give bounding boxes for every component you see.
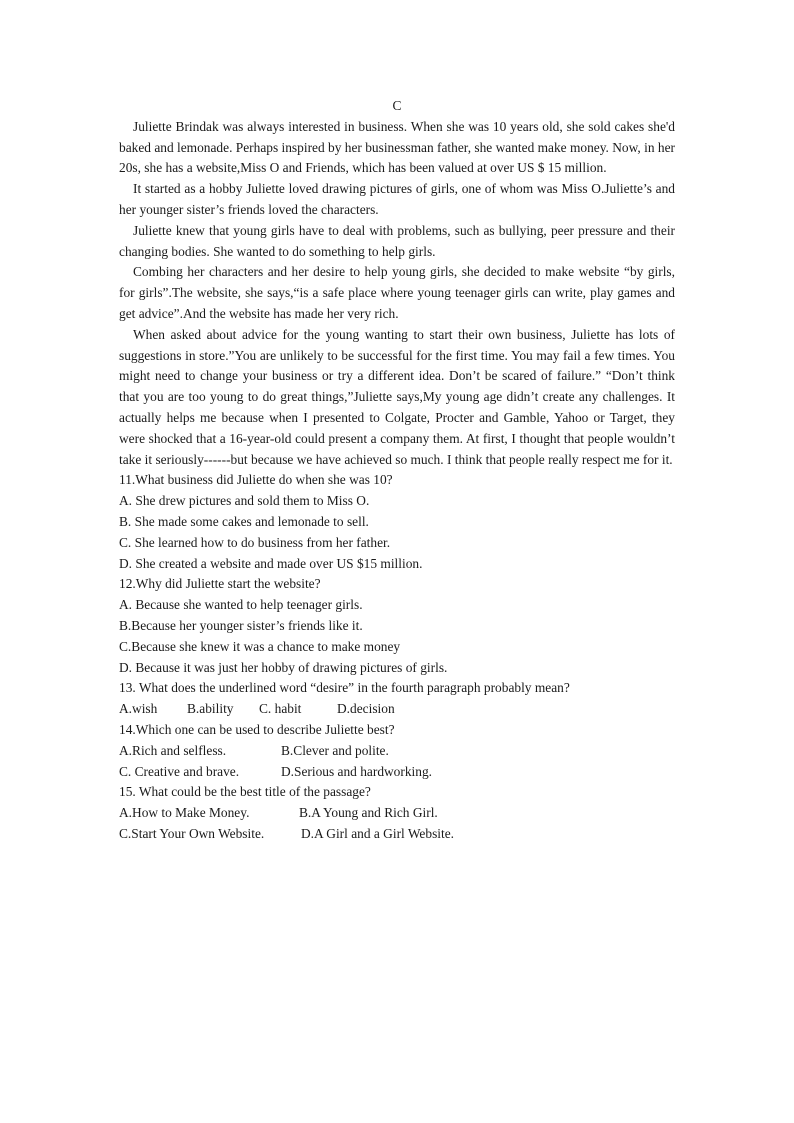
question-13-option-b: B.ability: [187, 701, 234, 717]
question-11-option-d: D. She created a website and made over US $15 million.: [119, 555, 423, 571]
question-13-options: [119, 699, 675, 720]
document-page: [119, 96, 675, 845]
question-12-stem: 12.Why did Juliette start the website?: [119, 576, 321, 592]
question-13-option-a: A.wish: [119, 701, 158, 717]
question-14-option-c: C. Creative and brave.: [119, 763, 240, 779]
question-15-option-c: C.Start Your Own Website.: [119, 825, 265, 841]
reading-passage: [119, 117, 675, 471]
question-15-options-row-1: [119, 803, 675, 824]
question-12-option-a: A. Because she wanted to help teenager girls.: [119, 597, 363, 613]
question-11-option-c: C. She learned how to do business from her father.: [119, 534, 391, 550]
question-15-option-b: B.A Young and Rich Girl.: [299, 805, 438, 821]
question-list: [119, 470, 675, 844]
passage-paragraph-2: It started as a hobby Juliette loved drawing pictures of girls, one of whom was Miss O.Juliette’s and her younger sister’s friends loved the characters.: [119, 181, 675, 217]
question-12-option-c: C.Because she knew it was a chance to make money: [119, 638, 401, 654]
passage-paragraph-4: Combing her characters and her desire to help young girls, she decided to make website “by girls, for girls”.The website, she says,“is a safe place where young teenager girls can write, play games and get advice”.And the website has made her very rich.: [119, 264, 675, 321]
question-12-option-b: B.Because her younger sister’s friends like it.: [119, 617, 363, 633]
question-15-option-a: A.How to Make Money.: [119, 805, 250, 821]
section-label: C: [392, 98, 402, 113]
question-13-option-d: D.decision: [337, 701, 395, 717]
question-11-option-b: B. She made some cakes and lemonade to sell.: [119, 513, 369, 529]
question-14-option-d: D.Serious and hardworking.: [281, 763, 432, 779]
question-11-option-a: A. She drew pictures and sold them to Miss O.: [119, 493, 370, 509]
passage-paragraph-5: When asked about advice for the young wanting to start their own business, Juliette has lots of suggestions in store.”You are unlikely to be successful for the first time. You may fail a few times. You might need to change your business or try a different idea. Don’t be scared of failure.” “Don’t think that you are too young to do great things,”Juliette says,My young age didn’t create any challenges. It actually helps me because when I presented to Colgate, Procter and Gamble, Yahoo or Target, they were shocked that a 16-year-old could present a company them. At first, I thought that people wouldn’t take it seriously------but because we have achieved so much. I think that people really respect me for it.: [119, 326, 675, 467]
question-14-options-row-2: [119, 762, 675, 783]
question-13-option-c: C. habit: [259, 701, 302, 717]
question-15-option-d: D.A Girl and a Girl Website.: [301, 825, 455, 841]
question-14-option-b: B.Clever and polite.: [281, 742, 389, 758]
question-15-stem: 15. What could be the best title of the passage?: [119, 784, 371, 800]
passage-paragraph-3: Juliette knew that young girls have to deal with problems, such as bullying, peer pressure and their changing bodies. She wanted to do something to help girls.: [119, 222, 675, 259]
question-15-options-row-2: [119, 824, 675, 845]
question-14-options-row-1: [119, 741, 675, 762]
passage-paragraph-1: Juliette Brindak was always interested in business. When she was 10 years old, she sold cakes she'd baked and lemonade. Perhaps inspired by her businessman father, she wanted make money. Now, in her 20s, she has a website,Miss O and Friends, which has been valued at over US $ 15 million.: [119, 118, 675, 176]
question-12-option-d: D. Because it was just her hobby of drawing pictures of girls.: [119, 659, 448, 675]
question-14-stem: 14.Which one can be used to describe Juliette best?: [119, 721, 395, 737]
question-14-option-a: A.Rich and selfless.: [119, 742, 227, 758]
question-13-stem: 13. What does the underlined word “desire” in the fourth paragraph probably mean?: [119, 680, 570, 696]
question-11-stem: 11.What business did Juliette do when she was 10?: [119, 472, 393, 488]
